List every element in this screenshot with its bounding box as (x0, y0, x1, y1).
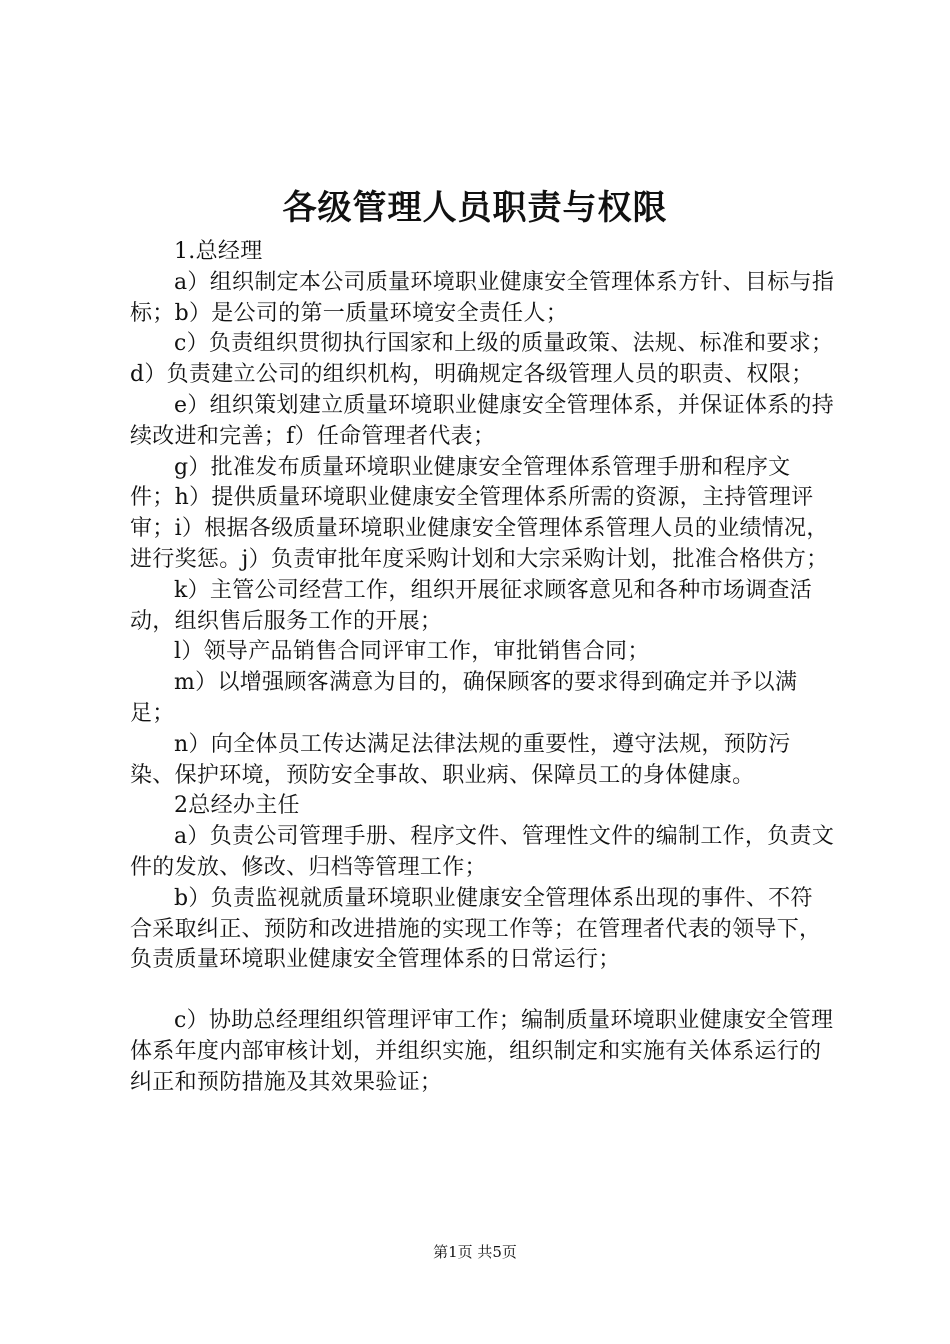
paragraph: a）负责公司管理手册、程序文件、管理性文件的编制工作，负责文件的发放、修改、归档等管理工作； (130, 824, 835, 880)
paragraph: n）向全体员工传达满足法律法规的重要性，遵守法规，预防污染、保护环境，预防安全事故、职业病、保障员工的身体健康。 (130, 731, 791, 788)
paragraph: b）负责监视就质量环境职业健康安全管理体系出现的事件、不符合采取纠正、预防和改进措施的实现工作等；在管理者代表的领导下，负责质量环境职业健康安全管理体系的日常运行； (130, 885, 822, 973)
paragraph: k）主管公司经营工作，组织开展征求顾客意见和各种市场调查活动，组织售后服务工作的开展； (130, 577, 813, 634)
paragraph: l）领导产品销售合同评审工作，审批销售合同； (174, 639, 650, 665)
section-heading-general-manager: 1.总经理 (174, 239, 263, 264)
document-title: 各级管理人员职责与权限 (282, 188, 668, 228)
paragraph: m）以增强顾客满意为目的，确保顾客的要求得到确定并予以满足； (130, 670, 798, 726)
paragraph: g）批准发布质量环境职业健康安全管理体系管理手册和程序文件；h）提供质量环境职业健康安全管理体系所需的资源，主持管理评审；i）根据各级质量环境职业健康安全管理体系管理人员的业绩情况，进行奖惩。j）负责审批年度采购计划和大宗采购计划，批准合格供方； (130, 454, 829, 572)
paragraph: e）组织策划建立质量环境职业健康安全管理体系，并保证体系的持续改进和完善；f）任命管理者代表； (130, 392, 835, 449)
paragraph: a）组织制定本公司质量环境职业健康安全管理体系方针、目标与指标；b）是公司的第一质量环境安全责任人； (130, 269, 835, 326)
paragraph: c）协助总经理组织管理评审工作；编制质量环境职业健康安全管理体系年度内部审核计划，并组织实施，组织制定和实施有关体系运行的纠正和预防措施及其效果验证； (130, 1008, 834, 1095)
section-heading-office-director: 2总经办主任 (174, 793, 300, 819)
document-body (130, 237, 835, 1099)
page-footer: 第1页 共5页 (433, 1243, 517, 1261)
paragraph: c）负责组织贯彻执行国家和上级的质量政策、法规、标准和要求；d）负责建立公司的组织机构，明确规定各级管理人员的职责、权限； (130, 331, 834, 388)
